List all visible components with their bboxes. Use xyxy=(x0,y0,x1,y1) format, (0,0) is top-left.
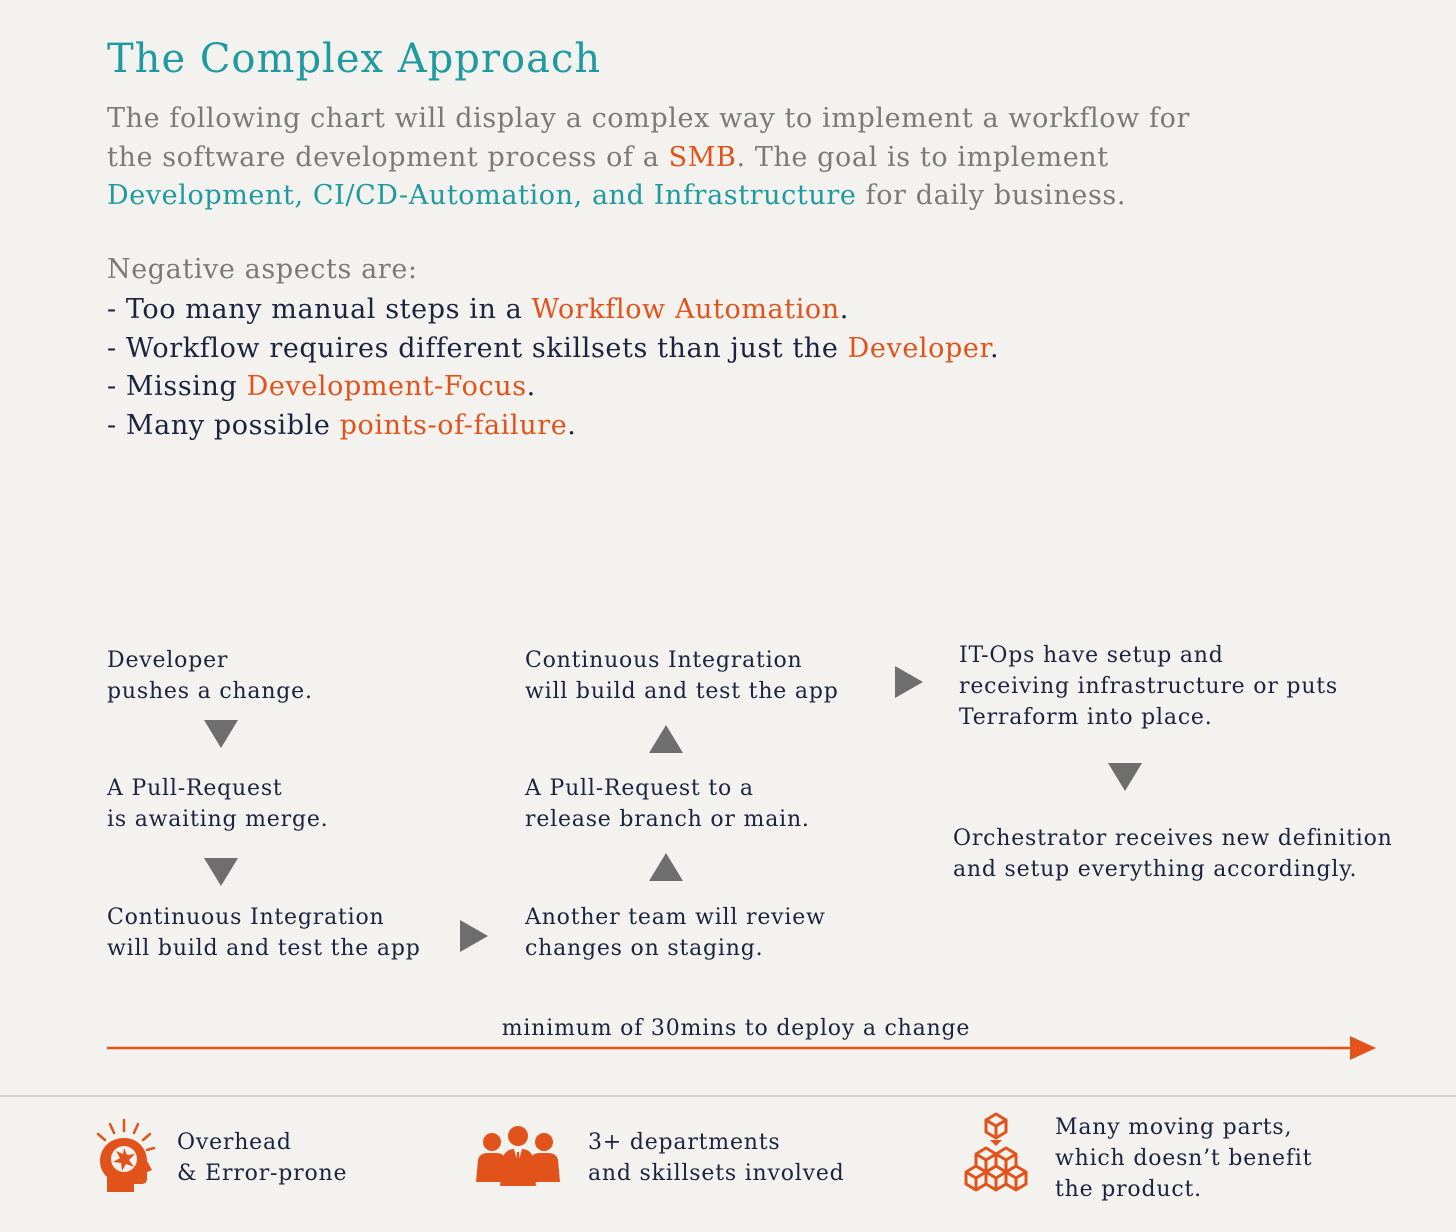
step-line: receiving infrastructure or puts xyxy=(959,674,1339,699)
cubes-stack-icon xyxy=(956,1112,1036,1202)
item-text: - Too many manual steps in a xyxy=(107,294,532,325)
item-text: - Workflow requires different skillsets than just the xyxy=(107,332,848,364)
item-text: - Missing xyxy=(107,371,247,402)
intro-text: the software development process of a xyxy=(107,141,669,173)
timeline-arrowhead-icon xyxy=(1350,1036,1376,1060)
item-text: . xyxy=(526,371,536,402)
arrow-up-icon xyxy=(649,853,683,881)
timeline-arrow xyxy=(100,1033,1390,1063)
step-ci-build-2 xyxy=(525,645,839,707)
item-text: . xyxy=(990,332,1000,364)
item-text: - Many possible xyxy=(107,409,340,441)
step-line: is awaiting merge. xyxy=(107,807,329,832)
negative-item xyxy=(107,407,999,446)
page-title: The Complex Approach xyxy=(107,36,602,82)
step-line: changes on staging. xyxy=(525,936,764,961)
item-highlight: Development-Focus xyxy=(246,371,527,402)
item-highlight: Developer xyxy=(847,332,990,364)
footer-divider xyxy=(0,1095,1456,1097)
step-line: will build and test the app xyxy=(525,679,839,704)
arrow-down-icon xyxy=(204,858,238,886)
footer-line: the product. xyxy=(1055,1177,1202,1202)
negative-item xyxy=(107,330,999,369)
goal-highlight: Development, CI/CD-Automation, and Infrastructure xyxy=(107,180,857,211)
step-pull-request-release xyxy=(525,773,810,835)
step-orchestrator xyxy=(953,823,1393,885)
step-line: A Pull-Request to a xyxy=(525,776,754,801)
arrow-right-icon xyxy=(895,666,923,698)
step-it-ops xyxy=(959,640,1338,733)
step-line: release branch or main. xyxy=(525,807,810,832)
footer-moving-parts xyxy=(1055,1112,1312,1205)
step-line: will build and test the app xyxy=(107,936,421,961)
step-line: Developer xyxy=(107,648,229,673)
negative-aspects-list xyxy=(107,291,999,445)
intro-line-3 xyxy=(107,177,1367,216)
item-text: . xyxy=(839,294,849,325)
step-line: IT-Ops have setup and xyxy=(959,643,1224,668)
step-line: Continuous Integration xyxy=(107,905,385,930)
intro-line-2 xyxy=(107,139,1367,178)
smb-highlight: SMB xyxy=(668,141,737,173)
footer-overhead xyxy=(177,1127,347,1189)
negative-item xyxy=(107,368,999,407)
team-people-icon xyxy=(472,1124,564,1188)
footer-line: & Error-prone xyxy=(177,1161,348,1186)
footer-departments xyxy=(588,1127,845,1189)
arrow-right-icon xyxy=(460,920,488,952)
arrow-down-icon xyxy=(204,720,238,748)
arrow-up-icon xyxy=(649,725,683,753)
step-line: and setup everything accordingly. xyxy=(953,857,1358,882)
footer-line: which doesn’t benefit xyxy=(1055,1146,1313,1171)
intro-text: for daily business. xyxy=(856,180,1127,211)
arrow-down-icon xyxy=(1108,763,1142,791)
step-line: Orchestrator receives new definition xyxy=(953,826,1393,851)
intro-line-1: The following chart will display a complex way to implement a workflow for xyxy=(107,103,1190,134)
negative-aspects-heading: Negative aspects are: xyxy=(107,254,418,285)
step-developer-push xyxy=(107,645,313,707)
footer-line: Overhead xyxy=(177,1130,292,1155)
item-highlight: Workflow Automation xyxy=(531,294,840,325)
step-pull-request xyxy=(107,773,328,835)
footer-line: and skillsets involved xyxy=(588,1161,845,1186)
step-line: A Pull-Request xyxy=(107,776,283,801)
item-highlight: points-of-failure xyxy=(339,409,568,441)
timeline-label: minimum of 30mins to deploy a change xyxy=(501,1016,971,1041)
item-text: . xyxy=(567,409,577,441)
step-line: Another team will review xyxy=(525,905,826,930)
step-line: pushes a change. xyxy=(107,679,313,704)
footer-line: Many moving parts, xyxy=(1055,1115,1293,1140)
step-ci-build-1 xyxy=(107,902,421,964)
head-gear-icon xyxy=(90,1118,162,1194)
negative-item xyxy=(107,291,999,330)
intro-paragraph xyxy=(107,100,1367,216)
step-line: Continuous Integration xyxy=(525,648,803,673)
step-team-review xyxy=(525,902,826,964)
intro-text: . The goal is to implement xyxy=(736,141,1109,173)
step-line: Terraform into place. xyxy=(959,705,1213,730)
footer-line: 3+ departments xyxy=(588,1130,781,1155)
